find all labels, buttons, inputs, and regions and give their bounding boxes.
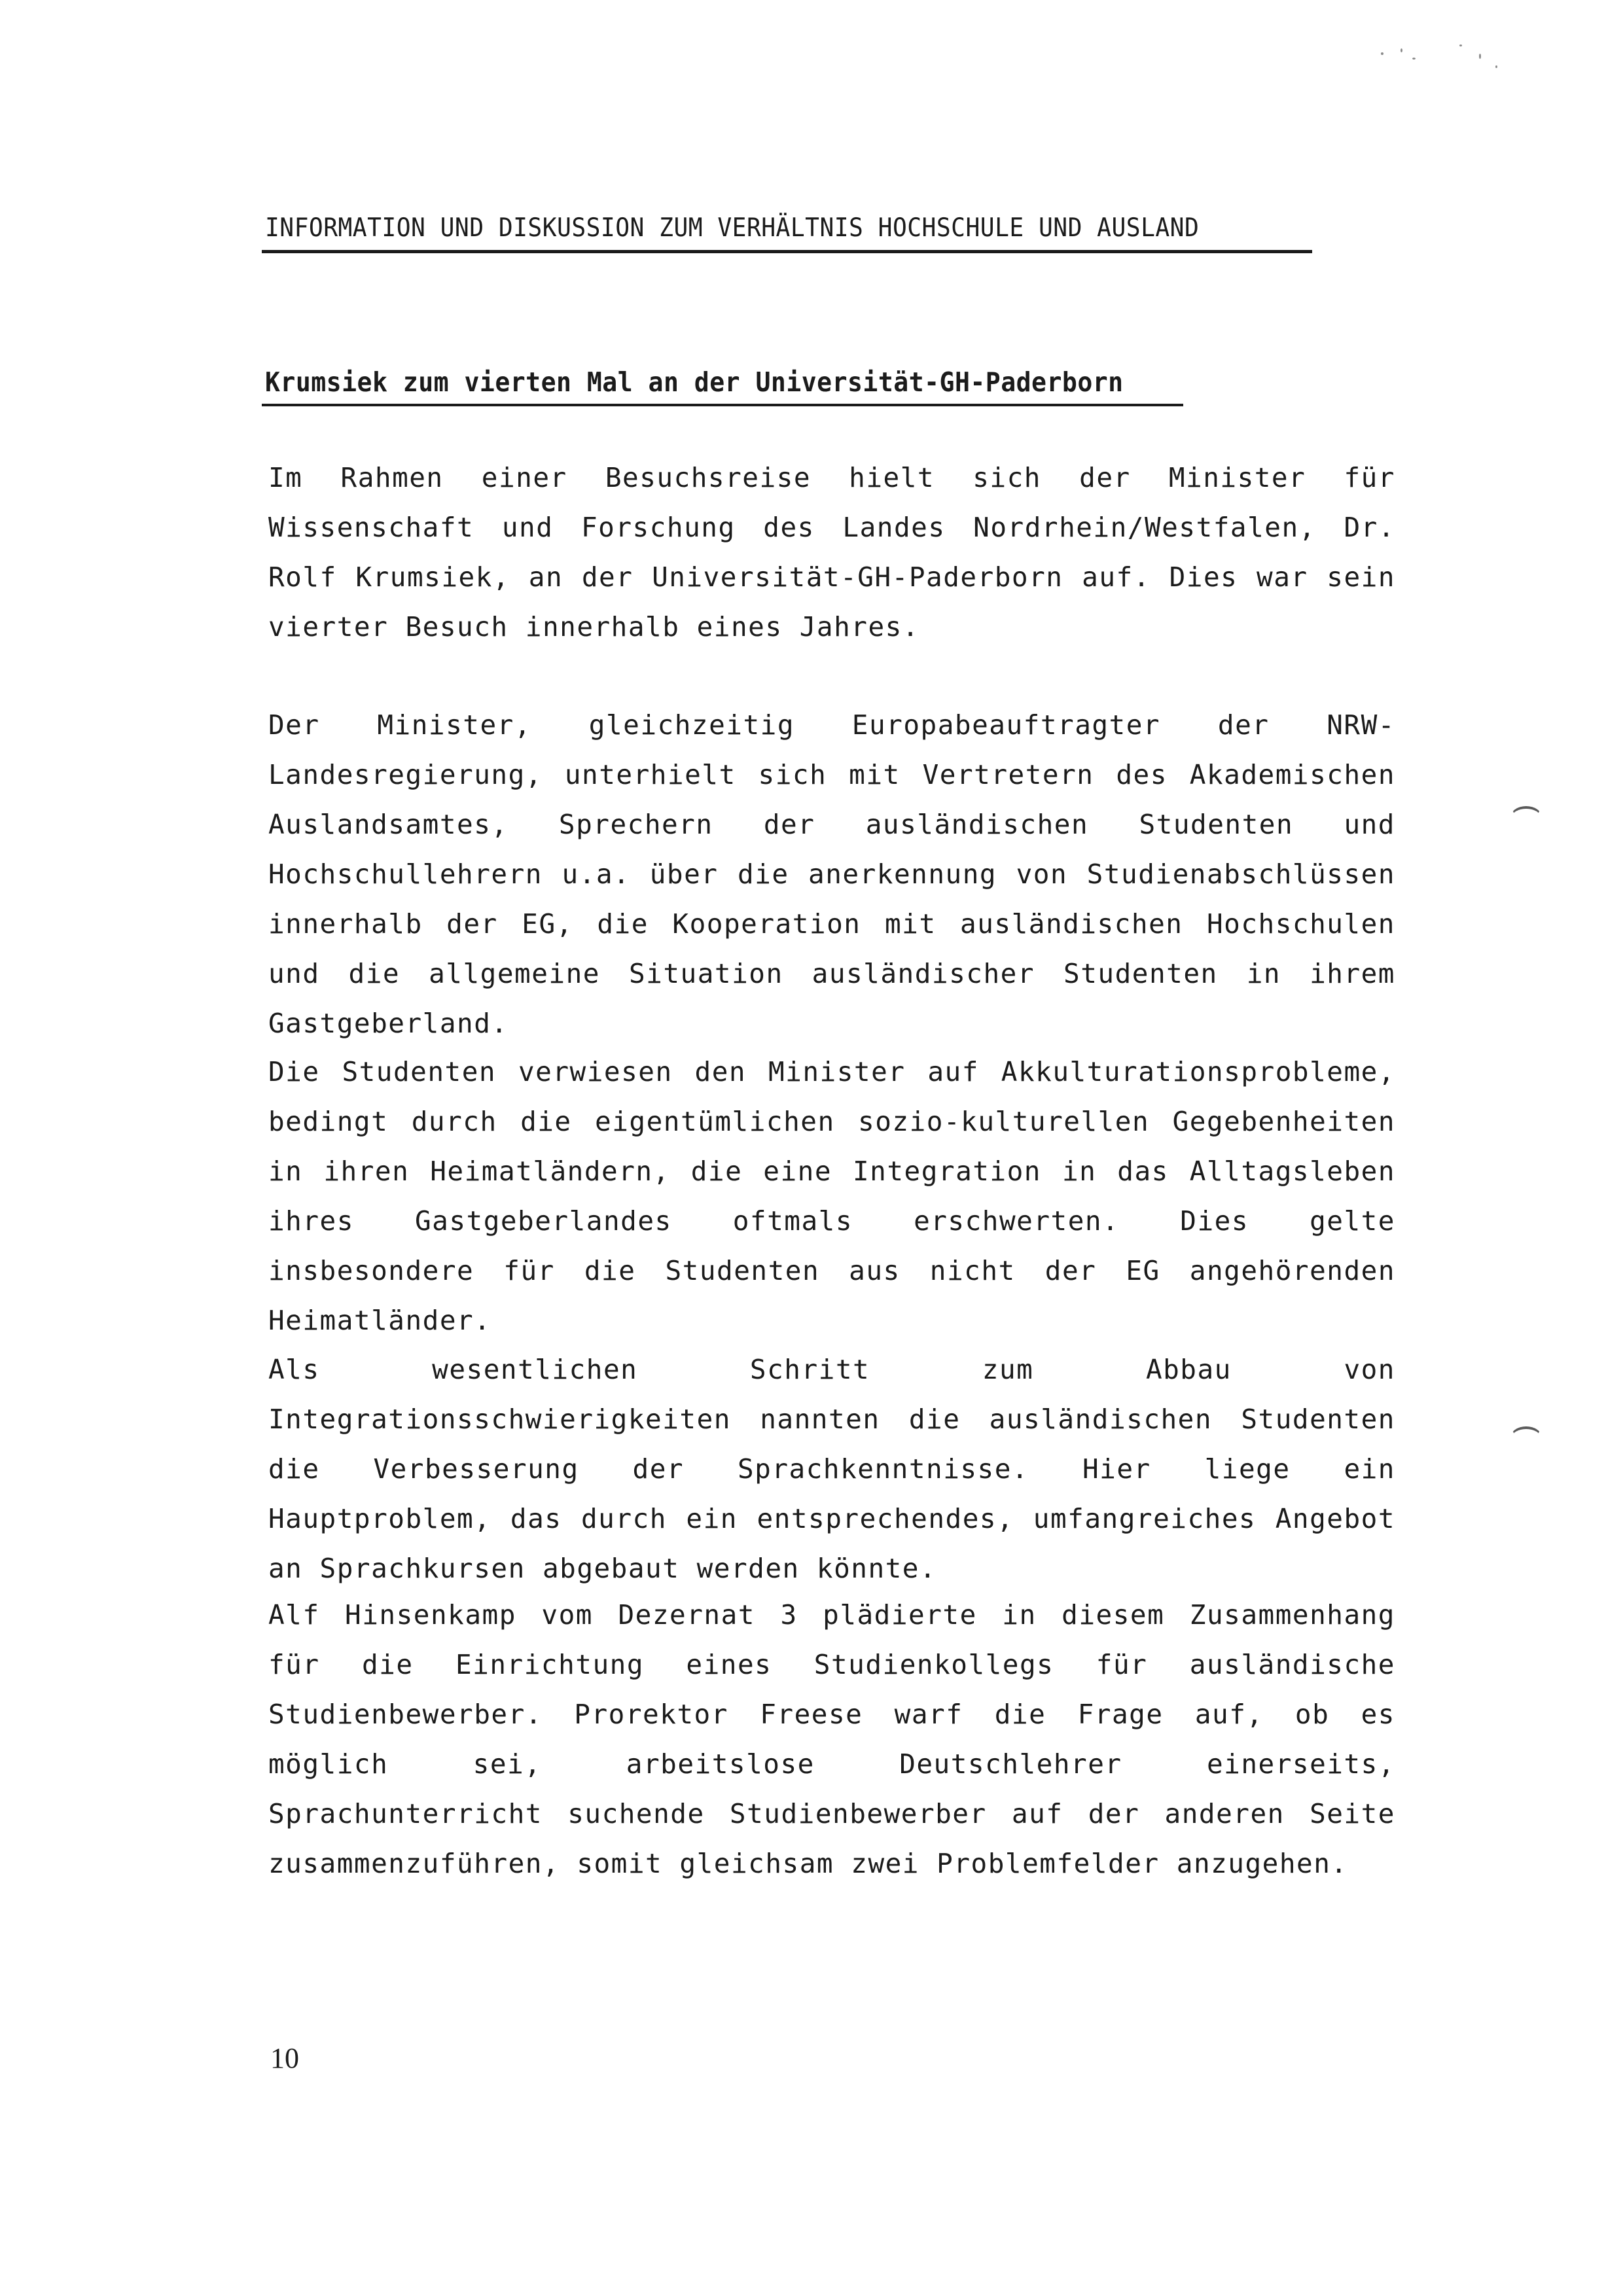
paragraph: Die Studenten verwiesen den Minister auf Akkulturationsprobleme, bedingt durch die eigentümlichen sozio-kulturellen Gegebenheiten in ihren Heimatländern, die eine Integration in das Alltagsleben ihres Gastgeberlandes oftmals erschwerten. Dies gelte insbesondere für die Studenten aus nicht der EG angehörenden Heimatländer. [268, 1056, 1395, 1336]
paragraph: Im Rahmen einer Besuchsreise hielt sich der Minister für Wissenschaft und Forschung des Landes Nordrhein/Westfalen, Dr. Rolf Krumsiek, an der Universität-GH-Paderborn auf. Dies war sein vierter Besuch innerhalb eines Jahres. [268, 462, 1395, 643]
main-heading-underline [262, 250, 1312, 253]
article-heading-underline [262, 404, 1183, 406]
article-heading: Krumsiek zum vierten Mal an der Universität-GH-Paderborn [265, 366, 1124, 398]
page-number: 10 [270, 2042, 299, 2074]
punch-hole-mark [1510, 806, 1542, 828]
paragraph: Der Minister, gleichzeitig Europabeauftragter der NRW-Landesregierung, unterhielt sich mit Vertretern des Akademischen Auslandsamtes, Sprechern der ausländischen Studenten und Hochschullehrern u.a. über die anerkennung von Studienabschlüssen innerhalb der EG, die Kooperation mit ausländischen Hochschulen und die allgemeine Situation ausländischer Studenten in ihrem Gastgeberland. [268, 709, 1395, 1039]
corner-specks [1374, 39, 1531, 79]
paragraph: Als wesentlichen Schritt zum Abbau von Integrationsschwierigkeiten nannten die ausländischen Studenten die Verbesserung der Sprachkenntnisse. Hier liege ein Hauptproblem, das durch ein entsprechendes, umfangreiches Angebot an Sprachkursen abgebaut werden könnte. [268, 1354, 1395, 1584]
paragraph: Alf Hinsenkamp vom Dezernat 3 plädierte in diesem Zusammenhang für die Einrichtung eines Studienkollegs für ausländische Studienbewerber. Prorektor Freese warf die Frage auf, ob es möglich sei, arbeitslose Deutschlehrer einerseits, Sprachunterricht suchende Studienbewerber auf der anderen Seite zusammenzuführen, somit gleichsam zwei Problemfelder anzugehen. [268, 1599, 1395, 1879]
punch-hole-mark [1510, 1426, 1542, 1449]
main-heading: INFORMATION UND DISKUSSION ZUM VERHÄLTNIS HOCHSCHULE UND AUSLAND [265, 213, 1200, 243]
